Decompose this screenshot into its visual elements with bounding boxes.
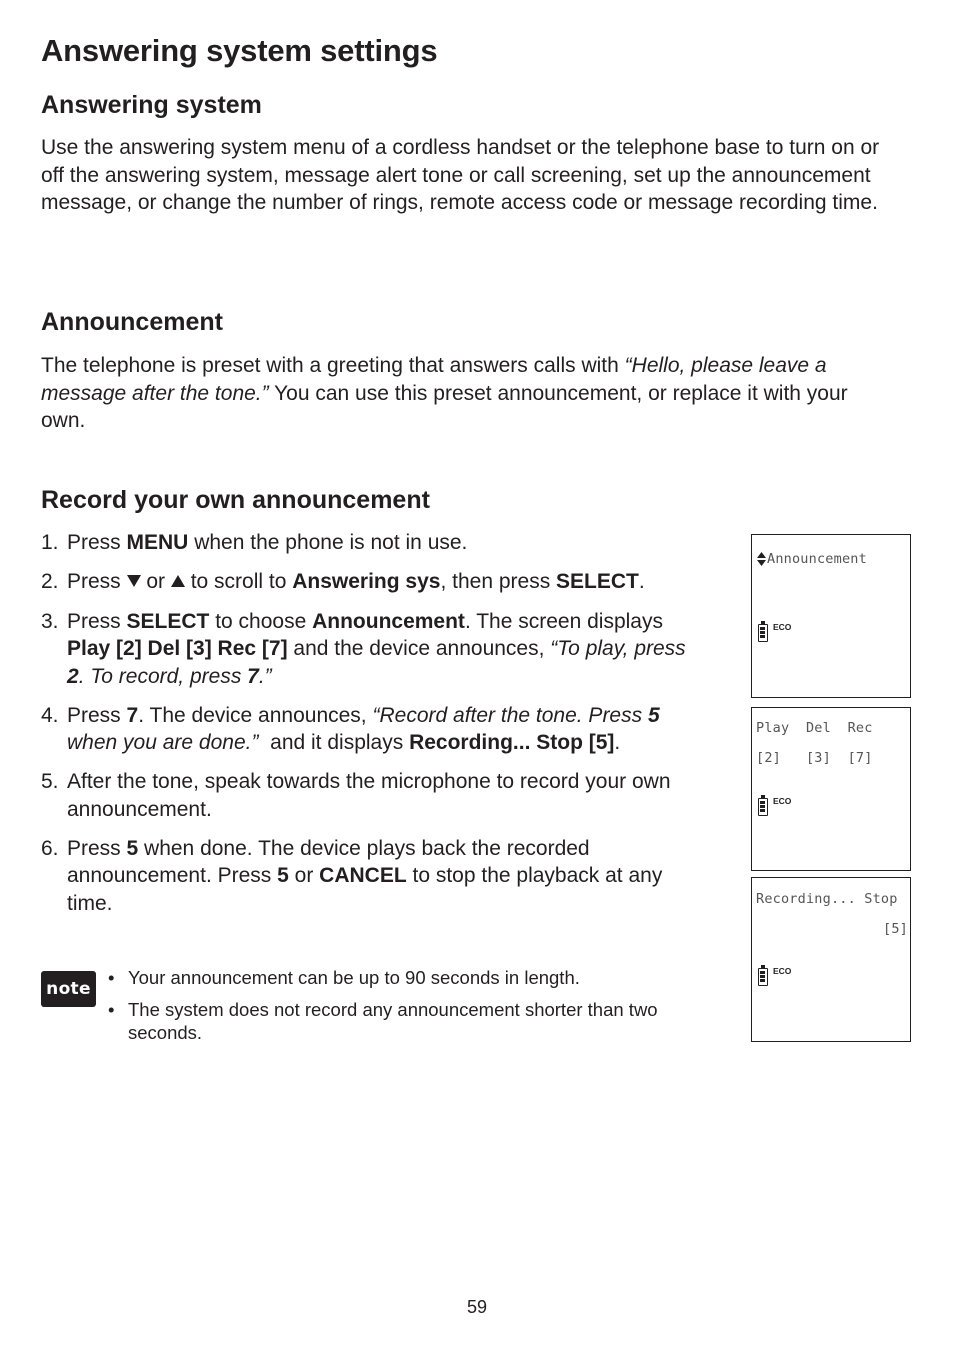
step-number: 1. (41, 531, 59, 554)
section-heading-record-announcement: Record your own announcement (41, 486, 430, 514)
step-text: to choose (209, 609, 313, 633)
down-triangle-icon (127, 575, 141, 587)
step-text: . The device announces, (138, 703, 373, 727)
step-item (41, 608, 706, 691)
battery-icon (758, 798, 768, 816)
battery-icon (758, 624, 768, 642)
announcement-body (41, 352, 891, 435)
key-name: 5 (647, 703, 660, 727)
screen-line-1: Announcement (767, 551, 867, 567)
step-text: Press (67, 609, 127, 633)
eco-indicator: ECO (773, 622, 792, 632)
menu-name: Announcement (312, 609, 465, 633)
step-number: 2. (41, 570, 59, 593)
step-text: . (614, 731, 621, 754)
record-steps-list (41, 529, 706, 929)
key-name: 2 (67, 664, 79, 688)
announcement-body-text: The telephone is preset with a greeting that answers calls with (41, 354, 625, 377)
announcement-body-text-2: You can use this preset announcement, or replace it with your own. (41, 381, 848, 432)
screen-line-1: Recording... Stop (756, 891, 898, 907)
note-text: The system does not record any announcement shorter than two seconds. (128, 998, 658, 1043)
step-text: Press (67, 836, 127, 860)
voice-prompt: . To record, press (78, 664, 248, 688)
key-name: 5 (126, 836, 139, 860)
step-text: or (140, 570, 171, 593)
screen-line-2: [5] (883, 921, 908, 937)
voice-prompt: when you are done.” (67, 731, 259, 754)
handset-screen-recording (751, 877, 911, 1042)
screen-text: Play [2] Del [3] Rec [7] (67, 637, 288, 660)
key-name: SELECT (126, 609, 210, 633)
section-heading-announcement: Announcement (41, 308, 223, 336)
bullet: • (108, 998, 115, 1020)
step-text: to scroll to (184, 570, 293, 593)
note-text: Your announcement can be up to 90 seconds in length. (128, 967, 580, 988)
voice-prompt: “Record after the tone. Press (372, 703, 648, 727)
step-text: and it displays (258, 731, 410, 754)
step-text: , then press (440, 570, 557, 593)
eco-indicator: ECO (773, 796, 792, 806)
step-text: when the phone is not in use. (188, 531, 468, 554)
key-name: CANCEL (319, 864, 407, 887)
page-title: Answering system settings (41, 33, 438, 68)
step-item (41, 768, 706, 823)
menu-name: Answering sys (292, 570, 441, 593)
handset-screen-announcement (751, 534, 911, 698)
step-item (41, 835, 706, 918)
step-text: Press (67, 570, 127, 593)
section-heading-answering-system: Answering system (41, 91, 262, 119)
step-text: and the device announces, (287, 637, 551, 660)
step-number: 3. (41, 609, 59, 633)
note-item (105, 966, 685, 990)
preset-greeting-quote: “Hello, please leave a message after the tone.” (41, 354, 827, 405)
key-name: MENU (126, 531, 189, 554)
handset-screen-play-del-rec (751, 707, 911, 871)
step-item (41, 568, 706, 596)
step-text: . The screen displays (464, 609, 663, 633)
step-number: 5. (41, 770, 59, 793)
step-item (41, 529, 706, 557)
key-name: 7 (126, 703, 139, 727)
key-name: 5 (277, 864, 289, 887)
scroll-arrows-icon (757, 552, 766, 566)
step-number: 4. (41, 703, 59, 727)
bullet: • (108, 967, 115, 988)
step-text: when done. The device plays back the recorded announcement. Press (67, 836, 590, 887)
step-text: After the tone, speak towards the microphone to record your own announcement. (67, 770, 671, 821)
answering-system-body: Use the answering system menu of a cordless handset or the telephone base to turn on or off the answering system, message alert tone or call screening, set up the announcement message, or change the number of rings, remote access code or message recording time. (41, 136, 880, 214)
voice-prompt: “To play, press (550, 637, 686, 660)
step-number: 6. (41, 836, 59, 860)
screen-line-2: [2] [3] [7] (756, 750, 873, 766)
eco-indicator: ECO (773, 966, 792, 976)
step-text: to stop the playback at any time. (67, 864, 663, 915)
step-text: Press (67, 531, 127, 554)
battery-icon (758, 968, 768, 986)
page-number: 59 (466, 1297, 488, 1317)
key-name: SELECT (556, 570, 639, 593)
key-name: 7 (247, 664, 259, 688)
up-triangle-icon (171, 575, 185, 587)
voice-prompt: .” (258, 664, 272, 688)
note-list (105, 966, 685, 1053)
note-item (105, 998, 685, 1045)
note-badge: note (41, 971, 96, 1007)
screen-line-1: Play Del Rec (756, 720, 873, 736)
step-text: Press (67, 703, 127, 727)
step-text: or (288, 864, 320, 887)
step-text: . (638, 570, 645, 593)
step-item (41, 702, 706, 757)
screen-text: Recording... Stop [5] (409, 731, 615, 754)
